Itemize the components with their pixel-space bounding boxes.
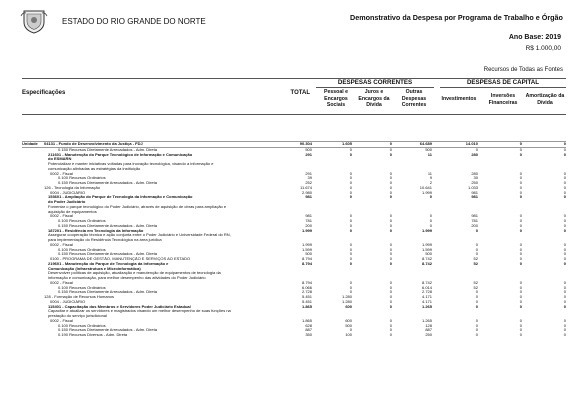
cell-other-current: 6.014: [421, 285, 432, 290]
cell-total: 2.980: [301, 190, 312, 195]
cell-investments: 781: [471, 219, 478, 223]
cell-investments: 0: [475, 228, 478, 233]
cell-interest: 0: [389, 219, 392, 223]
cell-total: 252: [305, 181, 312, 185]
cell-personnel: 1.280: [341, 295, 352, 299]
cell-amortization: 0: [563, 285, 566, 290]
row-description: Assegurar cooperação técnica e ação conjunta entre o Poder Judiciário e Universidade Federal do RN,: [48, 233, 231, 238]
cell-financial-investments: 0: [519, 304, 522, 309]
row-description: 211601 - Manutenção do Parque Tecnológico de Informação e Comunicação: [48, 152, 193, 157]
row-description: Comunicação (Infraestrutura e Microinformática): [48, 266, 141, 271]
cell-total: 1.865: [301, 318, 312, 323]
cell-total: 90.304: [270, 142, 312, 148]
cell-amortization: 0: [563, 252, 566, 257]
cell-financial-investments: 0: [519, 333, 522, 337]
cell-interest: 0: [389, 181, 392, 185]
cell-other-current: 0: [429, 195, 432, 200]
row-description: 0004 - JUDICIÁRIO: [50, 299, 86, 304]
cell-financial-investments: 0: [519, 323, 522, 328]
cell-financial-investments: 0: [519, 247, 522, 252]
row-description: informação e comunicação, para melhor desempenho das atividades do Poder Judiciário: [48, 276, 206, 280]
cell-amortization: 0: [563, 219, 566, 223]
cell-amortization: 0: [563, 190, 566, 195]
cell-financial-investments: 0: [519, 223, 522, 228]
cell-amortization: 0: [563, 176, 566, 181]
cell-interest: 0: [389, 257, 392, 261]
cell-financial-investments: 0: [519, 257, 522, 261]
cell-investments: 981: [471, 214, 478, 219]
cell-personnel: 1.280: [341, 299, 352, 304]
cell-personnel: 0: [349, 152, 352, 157]
base-year: Ano Base: 2019: [508, 34, 561, 41]
row-description: 0.100 Recursos Ordinários: [58, 323, 106, 328]
cell-interest: 0: [389, 195, 392, 200]
cell-investments: 0: [475, 242, 478, 247]
row-description: do ESMARN: [48, 157, 72, 162]
cell-interest: 0: [389, 280, 392, 285]
cell-other-current: 11: [427, 152, 432, 157]
cell-investments: 52: [473, 285, 478, 290]
cell-investments: 52: [473, 261, 478, 266]
cell-total: 500: [305, 252, 312, 257]
cell-amortization: 0: [563, 171, 566, 176]
cell-amortization: 0: [563, 261, 566, 266]
expense-table: [22, 141, 566, 338]
cell-other-current: 2.728: [421, 290, 432, 295]
cell-total: 628: [305, 323, 312, 328]
cell-amortization: 0: [563, 318, 566, 323]
cell-personnel: 500: [345, 323, 352, 328]
row-description: 0002 - Fiscal: [50, 171, 73, 176]
cell-interest: 0: [389, 285, 392, 290]
row-description: 0.100 Recursos Ordinários: [58, 247, 106, 252]
cell-financial-investments: 0: [519, 280, 522, 285]
row-description: comunicação alinhadas as estratégias da instituição: [48, 166, 141, 171]
cell-personnel: 0: [349, 214, 352, 219]
row-description: Potencializar e manter iniciativas voltadas para inovação tecnológica, visando a informação e: [48, 162, 214, 166]
cell-personnel: 0: [349, 280, 352, 285]
cell-personnel: 0: [349, 252, 352, 257]
cell-amortization: 0: [563, 242, 566, 247]
cell-interest: 0: [389, 185, 392, 190]
cell-interest: 0: [389, 242, 392, 247]
cell-total: 8.794: [301, 261, 312, 266]
cell-other-current: 500: [425, 147, 432, 152]
col-personnel: Pessoal e Encargos Sociais: [324, 89, 348, 108]
cell-financial-investments: 0: [519, 214, 522, 219]
cell-personnel: 0: [349, 219, 352, 223]
cell-total: 200: [305, 223, 312, 228]
row-description: Fomentar o parque tecnológico do Poder Judiciário, através de aquisição de obras para ampliação e: [48, 204, 227, 209]
cell-financial-investments: 0: [519, 147, 522, 152]
row-description: 115401 - Capacitação dos Membros e Servidores Poder Judiciário Estadual: [48, 304, 191, 309]
cell-financial-investments: 0: [519, 185, 522, 190]
cell-other-current: 1.265: [421, 318, 432, 323]
cell-total: 981: [305, 214, 312, 219]
cell-financial-investments: 0: [519, 195, 522, 200]
row-description: 0.100 Recursos Ordinários: [58, 219, 106, 223]
cell-personnel: 0: [349, 228, 352, 233]
cell-other-current: 1.999: [421, 242, 432, 247]
col-other-current: Outras Despesas Correntes: [401, 89, 427, 108]
cell-other-current: 2: [429, 181, 432, 185]
cell-interest: 0: [389, 304, 392, 309]
cell-total: 39: [307, 176, 312, 181]
cell-other-current: 8.742: [421, 257, 432, 261]
cell-investments: 1.033: [467, 185, 478, 190]
cell-personnel: 100: [345, 333, 352, 337]
cell-other-current: 8.742: [421, 280, 432, 285]
row-description: 04131 - Fundo de Desenvolvimento da Justiça - FDJ: [44, 142, 270, 148]
cell-other-current: 0: [429, 223, 432, 228]
cell-interest: 0: [389, 147, 392, 152]
row-prefix: Unidade: [22, 142, 44, 148]
row-description: 0002 - Fiscal: [50, 242, 73, 247]
cell-amortization: 0: [563, 247, 566, 252]
cell-personnel: 0: [349, 242, 352, 247]
cell-investments: 0: [475, 147, 478, 152]
cell-personnel: 0: [349, 190, 352, 195]
row-description: 0.190 Recursos Diversos - Adm. Direta: [58, 333, 128, 337]
cell-interest: 0: [389, 290, 392, 295]
cell-other-current: 500: [425, 252, 432, 257]
cell-total: 5.451: [301, 299, 312, 304]
row-description: 126 - Tecnologia da Informação: [44, 185, 100, 190]
cell-amortization: 0: [563, 299, 566, 304]
cell-investments: 52: [473, 280, 478, 285]
row-description: 0.150 Recursos Diretamente Arrecadados - Adm. Direta: [58, 147, 157, 152]
table-row: [22, 333, 566, 338]
group-current-rule: [316, 87, 434, 88]
cell-investments: 30: [473, 176, 478, 181]
cell-financial-investments: 0: [519, 190, 522, 195]
cell-other-current: 0: [429, 214, 432, 219]
cell-total: 291: [305, 152, 312, 157]
cell-financial-investments: 0: [519, 228, 522, 233]
cell-amortization: 0: [563, 185, 566, 190]
cell-financial-investments: 0: [519, 261, 522, 266]
cell-personnel: 0: [349, 195, 352, 200]
cell-interest: 0: [389, 333, 392, 337]
cell-financial-investments: 0: [519, 219, 522, 223]
row-description: 0.100 Recursos Ordinários: [58, 285, 106, 290]
currency-unit: R$ 1.000,00: [525, 45, 561, 52]
cell-financial-investments: 0: [519, 328, 522, 333]
cell-total: 11.674: [300, 185, 312, 190]
cell-interest: 0: [389, 190, 392, 195]
cell-other-current: 9: [429, 176, 432, 181]
state-coat-of-arms-logo: [20, 8, 48, 34]
cell-amortization: 0: [563, 228, 566, 233]
row-description: 0002 - Fiscal: [50, 280, 73, 285]
cell-total: 1.865: [301, 304, 312, 309]
cell-financial-investments: 0: [519, 295, 522, 299]
cell-other-current: 1.599: [421, 247, 432, 252]
cell-investments: 14.010: [432, 142, 478, 148]
cell-amortization: 0: [563, 181, 566, 185]
cell-amortization: 0: [563, 280, 566, 285]
cell-financial-investments: 0: [519, 242, 522, 247]
cell-investments: 52: [473, 257, 478, 261]
row-description: Capacitar e atualizar os servidores e magistrados visando um melhor desempenho de suas funções na: [48, 309, 231, 314]
cell-total: 1.999: [301, 228, 312, 233]
cell-investments: 0: [475, 299, 478, 304]
cell-amortization: 0: [563, 195, 566, 200]
col-investments: Investimentos: [441, 96, 477, 102]
col-specifications: Especificações: [22, 90, 66, 96]
cell-interest: 0: [389, 214, 392, 219]
cell-investments: 0: [475, 318, 478, 323]
cell-amortization: 0: [563, 295, 566, 299]
cell-interest: 0: [389, 299, 392, 304]
cell-other-current: 8.742: [421, 261, 432, 266]
cell-interest: 0: [389, 176, 392, 181]
row-description: 0004 - JUDICIÁRIO: [50, 190, 86, 195]
row-description: 0100 - PROGRAMA DE GESTÃO, MANUTENÇÃO E SERVIÇOS AO ESTADO: [50, 257, 191, 261]
group-current-expenses: DESPESAS CORRENTES: [337, 79, 413, 86]
cell-personnel: 0: [349, 328, 352, 333]
cell-personnel: 0: [349, 223, 352, 228]
cell-investments: 0: [475, 252, 478, 257]
col-amortization: Amortização da Dívida: [525, 93, 565, 106]
row-description: do Poder Judiciário: [48, 200, 86, 204]
cell-financial-investments: 0: [519, 285, 522, 290]
report-title: Demonstrativo da Despesa por Programa de Trabalho e Órgão: [350, 13, 563, 22]
cell-investments: 981: [471, 190, 478, 195]
cell-financial-investments: 0: [519, 171, 522, 176]
cell-investments: 200: [471, 223, 478, 228]
cell-amortization: 0: [563, 333, 566, 337]
cell-interest: 0: [389, 252, 392, 257]
col-financial-investments: Inversões Financeiras: [488, 93, 518, 106]
cell-personnel: 600: [345, 304, 352, 309]
cell-total: 1.999: [301, 242, 312, 247]
cell-financial-investments: 0: [519, 252, 522, 257]
header-bottom-rule: [22, 114, 566, 115]
cell-total: 981: [305, 195, 312, 200]
cell-investments: 0: [475, 247, 478, 252]
cell-financial-investments: 0: [519, 318, 522, 323]
cell-other-current: 128: [425, 323, 432, 328]
cell-investments: 280: [471, 152, 478, 157]
cell-total: 2.728: [301, 290, 312, 295]
cell-amortization: 0: [522, 142, 566, 148]
cell-other-current: 10.641: [419, 185, 432, 190]
cell-amortization: 0: [563, 328, 566, 333]
cell-amortization: 0: [563, 304, 566, 309]
cell-amortization: 0: [563, 214, 566, 219]
cell-other-current: 64.689: [392, 142, 432, 148]
cell-personnel: 0: [349, 171, 352, 176]
row-description: 219601 - Manutenção do Parque de Tecnologia da Informação e: [48, 261, 169, 266]
cell-investments: 0: [475, 290, 478, 295]
row-description: 128 - Formação de Recursos Humanos: [44, 295, 115, 299]
row-description: 0.150 Recursos Diretamente Arrecadados - Adm. Direta: [58, 252, 157, 257]
cell-other-current: 1.999: [421, 228, 432, 233]
group-capital-rule: [440, 87, 566, 88]
cell-total: 6.066: [301, 285, 312, 290]
cell-amortization: 0: [563, 152, 566, 157]
cell-financial-investments: 0: [519, 176, 522, 181]
row-description: 187201 - Residência em Tecnologia da Informação: [48, 228, 144, 233]
cell-other-current: 250: [425, 333, 432, 337]
cell-total: 500: [305, 147, 312, 152]
row-description: 0.150 Recursos Diretamente Arrecadados - Adm. Direta: [58, 181, 157, 185]
cell-interest: 0: [389, 328, 392, 333]
cell-personnel: 0: [349, 261, 352, 266]
cell-financial-investments: 0: [519, 181, 522, 185]
cell-interest: 0: [389, 318, 392, 323]
cell-other-current: 0: [429, 219, 432, 223]
cell-other-current: 1.265: [421, 304, 432, 309]
cell-other-current: 4.171: [421, 299, 432, 304]
cell-interest: 0: [389, 223, 392, 228]
cell-other-current: 887: [425, 328, 432, 333]
cell-interest: 0: [389, 323, 392, 328]
cell-personnel: 0: [349, 247, 352, 252]
row-description: 0002 - Fiscal: [50, 214, 73, 219]
cell-financial-investments: 0: [478, 142, 522, 148]
cell-total: 5.451: [301, 295, 312, 299]
cell-investments: 280: [471, 171, 478, 176]
cell-amortization: 0: [563, 147, 566, 152]
cell-personnel: 1.605: [312, 142, 352, 148]
cell-personnel: 0: [349, 176, 352, 181]
cell-interest: 0: [389, 247, 392, 252]
row-description: 153601 - Ampliação do Parque de Tecnologia da Informação e Comunicação: [48, 195, 193, 200]
state-name: ESTADO DO RIO GRANDE DO NORTE: [62, 17, 206, 26]
cell-total: 8.794: [301, 280, 312, 285]
cell-financial-investments: 0: [519, 152, 522, 157]
cell-investments: 0: [475, 333, 478, 337]
cell-investments: 0: [475, 295, 478, 299]
group-capital-expenses: DESPESAS DE CAPITAL: [466, 79, 540, 86]
row-prefix: [22, 333, 44, 338]
cell-interest: 0: [389, 295, 392, 299]
cell-amortization: 0: [563, 257, 566, 261]
cell-interest: 0: [389, 152, 392, 157]
cell-total: 781: [305, 219, 312, 223]
row-description: 0.150 Recursos Diretamente Arrecadados - Adm. Direta: [58, 223, 157, 228]
cell-interest: 0: [389, 171, 392, 176]
col-interest: Juros e Encargos da Dívida: [358, 89, 390, 108]
cell-personnel: 0: [349, 181, 352, 185]
cell-amortization: 0: [563, 223, 566, 228]
cell-amortization: 0: [563, 323, 566, 328]
cell-total: 1.599: [301, 247, 312, 252]
cell-interest: 0: [389, 228, 392, 233]
row-description: 0.100 Recursos Ordinários: [58, 176, 106, 181]
cell-investments: 0: [475, 328, 478, 333]
cell-financial-investments: 0: [519, 290, 522, 295]
cell-investments: 250: [471, 181, 478, 185]
cell-total: 291: [305, 171, 312, 176]
cell-interest: 0: [389, 261, 392, 266]
cell-personnel: 0: [349, 147, 352, 152]
cell-total: 8.794: [301, 257, 312, 261]
cell-personnel: 600: [345, 318, 352, 323]
row-description: aquisição de equipamentos: [48, 209, 97, 214]
cell-investments: 0: [475, 304, 478, 309]
cell-investments: 0: [475, 323, 478, 328]
cell-other-current: 1.999: [421, 190, 432, 195]
cell-personnel: 0: [349, 185, 352, 190]
cell-personnel: 0: [349, 290, 352, 295]
cell-total: 350: [305, 333, 312, 337]
row-description: 0002 - Fiscal: [50, 318, 73, 323]
cell-other-current: 11: [427, 171, 432, 176]
cell-amortization: 0: [563, 290, 566, 295]
row-description: Desenvolver políticas de aquisição, atualização e manutenção de equipamentos de tecnologia da: [48, 271, 221, 276]
row-description: prestação do serviço jurisdicional: [48, 314, 107, 318]
row-description: 0.150 Recursos Diretamente Arrecadados - Adm. Direta: [58, 290, 157, 295]
cell-personnel: 0: [349, 285, 352, 290]
cell-other-current: 4.171: [421, 295, 432, 299]
resource-source: Recursos de Todas as Fontes: [483, 67, 563, 73]
cell-interest: 0: [352, 142, 392, 148]
cell-financial-investments: 0: [519, 299, 522, 304]
col-total: TOTAL: [290, 90, 310, 96]
cell-personnel: 0: [349, 257, 352, 261]
cell-investments: 981: [471, 195, 478, 200]
row-description: para implementação do Residência Tecnológica na área jurídica: [48, 238, 162, 242]
cell-total: 887: [305, 328, 312, 333]
row-description: 0.150 Recursos Diretamente Arrecadados - Adm. Direta: [58, 328, 157, 333]
